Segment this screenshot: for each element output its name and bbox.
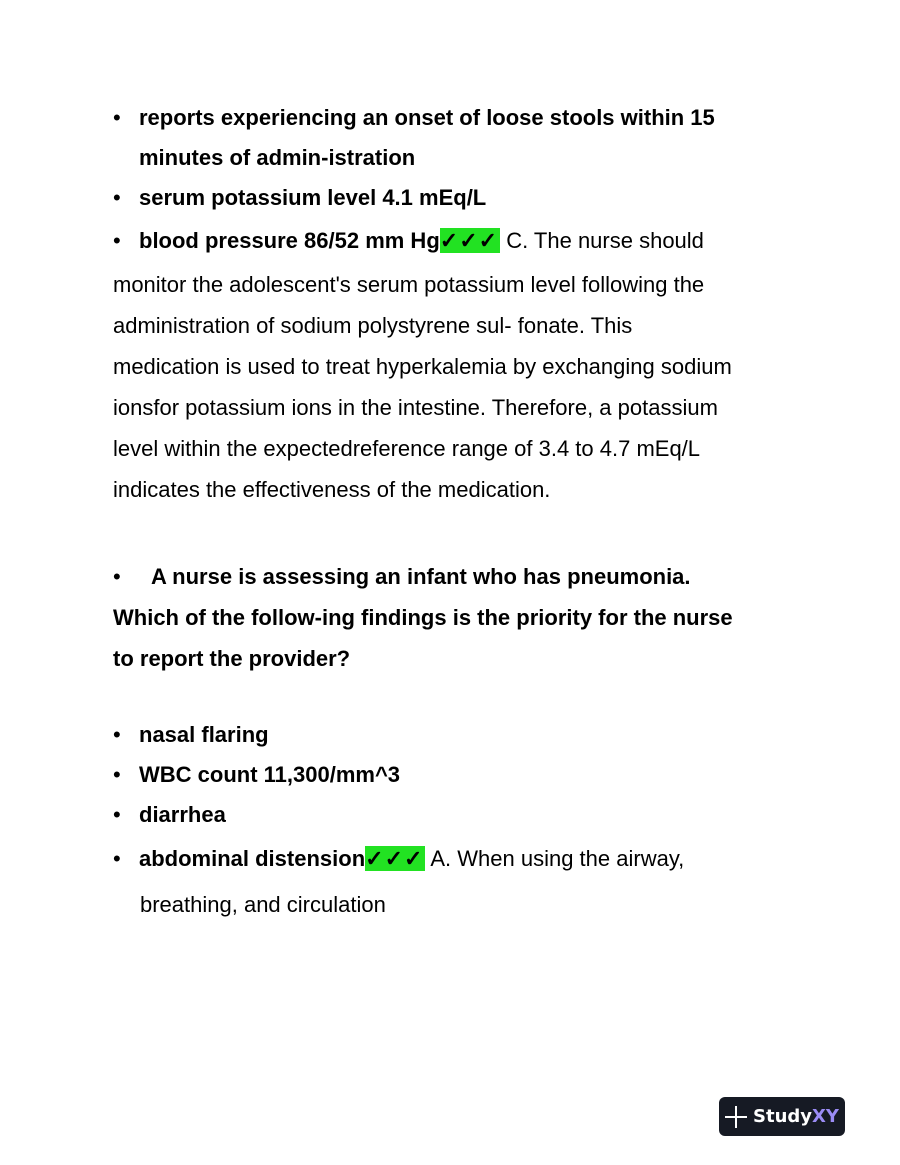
q1-answer-option (113, 218, 793, 264)
q2-stem-line-2: to report the provider? (113, 646, 351, 671)
checkmark-icon: ✓✓✓ (439, 228, 499, 253)
q2-option-2-text: WBC count 11,300/mm^3 (139, 762, 401, 787)
q2-answer-text: abdominal distension (139, 846, 366, 871)
q2-stem (113, 556, 793, 597)
q2-option-3 (113, 795, 793, 835)
q2-stem-line-1: Which of the follow-ing findings is the priority for the nurse (113, 605, 733, 630)
bullet: • (113, 564, 121, 589)
bullet: • (113, 722, 121, 747)
document-body (113, 98, 793, 927)
bullet: • (113, 185, 121, 210)
q2-rationale-lead: A. When using the airway, (430, 846, 685, 871)
bullet: • (113, 802, 121, 827)
q1-option-1 (113, 98, 793, 178)
bullet: • (113, 846, 121, 871)
q2-rationale-cont: breathing, and circulation (140, 892, 386, 917)
q1-rationale-line-2: administration of sodium polystyrene sul- fonate. This (113, 313, 633, 338)
q1-rationale-line-5: level within the expectedreference range of 3.4 to 4.7 mEq/L (113, 436, 701, 461)
q1-option-2-text: serum potassium level 4.1 mEq/L (139, 185, 487, 210)
q1-rationale-line-3: medication is used to treat hyperkalemia by exchanging sodium (113, 354, 732, 379)
logo-text (753, 1106, 839, 1127)
q1-rationale-lead: C. The nurse should (506, 228, 704, 253)
plus-icon (725, 1106, 747, 1128)
logo-text-main: Study (753, 1106, 813, 1127)
q2-option-1 (113, 715, 793, 755)
bullet: • (113, 105, 121, 130)
logo-text-accent: XY (812, 1106, 839, 1127)
q1-rationale-line-6: indicates the effectiveness of the medication. (113, 477, 551, 502)
q1-option-2 (113, 178, 793, 218)
checkmark-icon: ✓✓✓ (365, 846, 424, 871)
q2-stem-first: A nurse is assessing an infant who has pneumonia. (151, 564, 691, 589)
q1-option-1-text: reports experiencing an onset of loose stools within 15 minutes of admin-istration (139, 105, 715, 170)
q2-option-3-text: diarrhea (139, 802, 226, 827)
q1-answer-text: blood pressure 86/52 mm Hg (139, 228, 440, 253)
q1-rationale-line-4: ionsfor potassium ions in the intestine. Therefore, a potassium (113, 395, 718, 420)
studyxy-logo (719, 1097, 845, 1136)
q2-option-1-text: nasal flaring (139, 722, 269, 747)
q2-answer-option (113, 835, 793, 883)
q1-rationale-line-1: monitor the adolescent's serum potassium level following the (113, 272, 705, 297)
bullet: • (113, 762, 121, 787)
q2-option-2 (113, 755, 793, 795)
bullet: • (113, 228, 121, 253)
